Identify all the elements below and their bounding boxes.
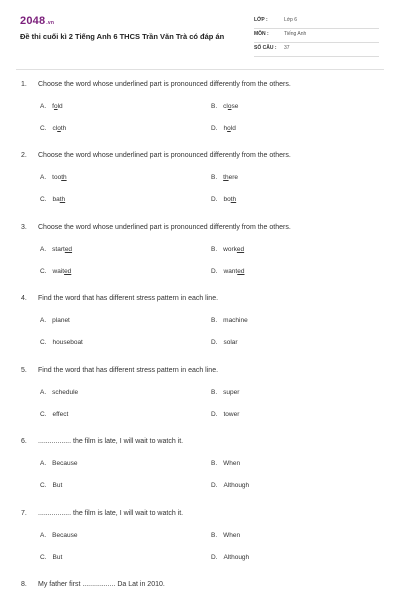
answer-option[interactable] [40, 339, 83, 346]
option-letter: B. [211, 103, 218, 110]
option-text: cl [223, 103, 228, 110]
question-text: ................. the film is late, I will wait to watch it. [38, 438, 184, 445]
option-text-end: ere [228, 174, 238, 181]
option-text: houseboat [52, 339, 83, 346]
site-logo[interactable] [20, 15, 54, 27]
option-text: But [52, 482, 63, 489]
question-number: 7. [21, 510, 27, 517]
option-text: wait [52, 268, 65, 275]
option-letter: A. [40, 103, 47, 110]
option-letter: C. [40, 268, 47, 275]
option-letter: C. [40, 125, 47, 132]
answer-option[interactable] [211, 411, 239, 418]
question-text: Find the word that has different stress pattern in each line. [38, 295, 219, 302]
answer-option[interactable] [211, 196, 236, 203]
option-letter: D. [211, 125, 218, 132]
option-letter: B. [211, 532, 218, 539]
option-underlined-part: th [59, 196, 66, 203]
answer-option[interactable] [211, 103, 238, 110]
meta-label: MÔN : [254, 31, 269, 37]
option-letter: C. [40, 482, 47, 489]
option-text: ba [52, 196, 60, 203]
option-letter: B. [211, 246, 218, 253]
option-text: tower [223, 411, 240, 418]
option-letter: D. [211, 482, 218, 489]
logo-text: 2048 [20, 15, 46, 27]
option-text: When [223, 532, 241, 539]
logo-suffix: .vn [46, 20, 55, 26]
answer-option[interactable] [40, 532, 77, 539]
page-header [0, 0, 400, 70]
option-underlined-part: o [227, 103, 232, 110]
meta-value: Lớp 6 [284, 17, 298, 23]
option-text: Because [52, 532, 78, 539]
question-number: 4. [21, 295, 27, 302]
option-underlined-part: th [230, 196, 237, 203]
option-text: Because [52, 460, 78, 467]
option-text: bo [223, 196, 231, 203]
question-number: 2. [21, 152, 27, 159]
option-letter: D. [211, 411, 218, 418]
question-number: 6. [21, 438, 27, 445]
answer-option[interactable] [40, 482, 62, 489]
meta-class-row [254, 14, 379, 29]
answer-option[interactable] [40, 268, 71, 275]
meta-count-row [254, 42, 379, 57]
answer-option[interactable] [211, 554, 249, 561]
option-text: super [223, 389, 240, 396]
answer-option[interactable] [40, 554, 62, 561]
answer-option[interactable] [211, 174, 238, 181]
answer-option[interactable] [211, 317, 248, 324]
answer-option[interactable] [211, 482, 249, 489]
question-text: Choose the word whose underlined part is pronounced differently from the others. [38, 224, 291, 231]
meta-value: 37 [284, 45, 290, 51]
question-number: 8. [21, 581, 27, 588]
option-letter: A. [40, 389, 47, 396]
answer-option[interactable] [211, 532, 240, 539]
option-letter: A. [40, 532, 47, 539]
option-text: But [52, 554, 63, 561]
option-letter: C. [40, 196, 47, 203]
option-text: planet [52, 317, 70, 324]
option-underlined-part: ed [64, 246, 73, 253]
header-divider [16, 69, 384, 70]
option-text: start [52, 246, 65, 253]
answer-option[interactable] [40, 317, 70, 324]
option-text: solar [223, 339, 238, 346]
answer-option[interactable] [40, 246, 72, 253]
option-text: Although [223, 554, 250, 561]
option-text: too [52, 174, 62, 181]
option-text: schedule [52, 389, 79, 396]
option-underlined-part: th [223, 174, 229, 181]
page-title: Đề thi cuối kì 2 Tiếng Anh 6 THCS Trần Văn Trà có đáp án [20, 32, 225, 41]
option-text: Although [223, 482, 250, 489]
option-letter: C. [40, 339, 47, 346]
answer-option[interactable] [211, 389, 239, 396]
answer-option[interactable] [211, 339, 238, 346]
question-text: Find the word that has different stress pattern in each line. [38, 367, 219, 374]
option-underlined-part: o [57, 125, 61, 132]
option-letter: C. [40, 411, 47, 418]
option-letter: D. [211, 268, 218, 275]
answer-option[interactable] [40, 103, 63, 110]
option-underlined-part: o [53, 103, 58, 110]
option-letter: B. [211, 317, 218, 324]
question-text: ................. the film is late, I will wait to watch it. [38, 510, 184, 517]
option-text: h [223, 125, 228, 132]
answer-option[interactable] [40, 411, 68, 418]
option-text-end: ld [230, 125, 236, 132]
answer-option[interactable] [40, 460, 77, 467]
option-text: effect [52, 411, 69, 418]
question-text: Choose the word whose underlined part is pronounced differently from the others. [38, 81, 291, 88]
option-letter: C. [40, 554, 47, 561]
option-text: cl [52, 125, 58, 132]
answer-option[interactable] [40, 389, 78, 396]
option-letter: B. [211, 389, 218, 396]
option-underlined-part: ed [237, 268, 245, 275]
answer-option[interactable] [211, 460, 240, 467]
option-text-end: se [231, 103, 239, 110]
option-text: want [223, 268, 238, 275]
answer-option[interactable] [211, 268, 244, 275]
option-underlined-part: ed [236, 246, 245, 253]
option-text-end: th [60, 125, 67, 132]
option-text: When [223, 460, 241, 467]
option-letter: D. [211, 339, 218, 346]
meta-value: Tiếng Anh [284, 31, 307, 37]
meta-label: LỚP : [254, 17, 268, 23]
answer-option[interactable] [40, 125, 66, 132]
option-letter: A. [40, 246, 47, 253]
meta-subject-row [254, 28, 379, 43]
option-letter: D. [211, 196, 218, 203]
option-letter: A. [40, 460, 47, 467]
option-text: f [52, 103, 54, 110]
answer-option[interactable] [211, 125, 236, 132]
option-letter: B. [211, 460, 218, 467]
option-text: work [223, 246, 237, 253]
answer-option[interactable] [211, 246, 244, 253]
question-text: My father first ................. Da Lat in 2010. [38, 581, 165, 588]
question-number: 5. [21, 367, 27, 374]
answer-option[interactable] [40, 174, 67, 181]
question-text: Choose the word whose underlined part is pronounced differently from the others. [38, 152, 291, 159]
option-underlined-part: ed [64, 268, 72, 275]
option-text: machine [223, 317, 248, 324]
answer-option[interactable] [40, 196, 65, 203]
option-text-end: ld [57, 103, 63, 110]
option-letter: A. [40, 317, 47, 324]
question-number: 1. [21, 81, 27, 88]
option-letter: A. [40, 174, 47, 181]
meta-label: SỐ CÂU : [254, 45, 277, 51]
option-underlined-part: th [61, 174, 67, 181]
option-underlined-part: o [227, 125, 231, 132]
question-number: 3. [21, 224, 27, 231]
option-letter: B. [211, 174, 218, 181]
option-letter: D. [211, 554, 218, 561]
